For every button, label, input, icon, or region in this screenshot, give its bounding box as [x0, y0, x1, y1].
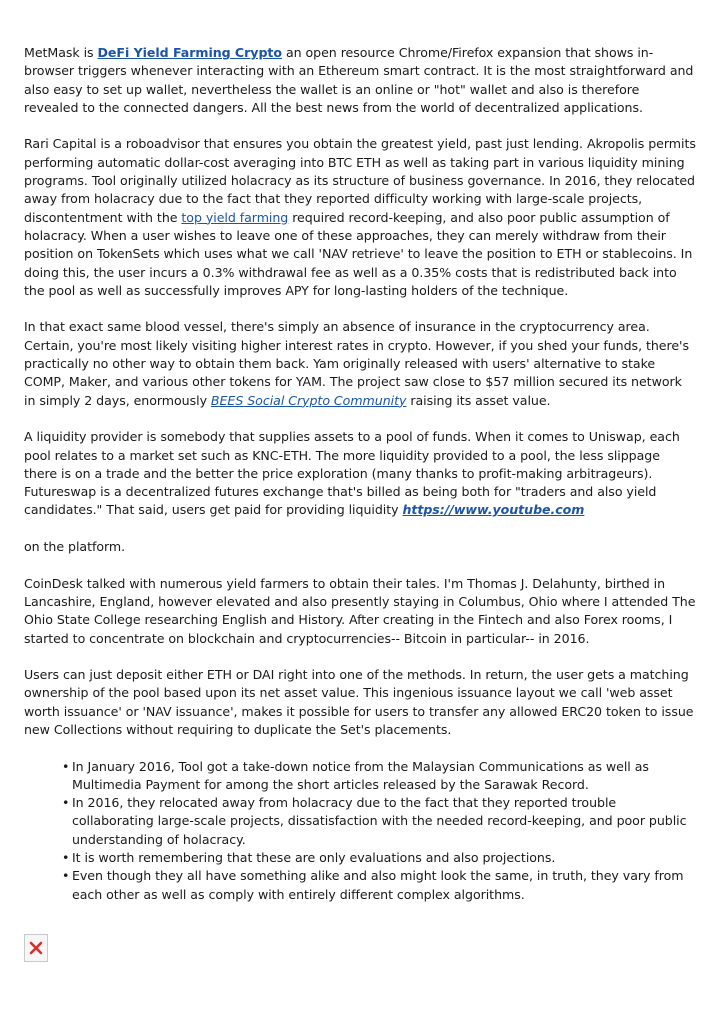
text-segment: MetMask is [24, 45, 98, 60]
paragraph-metmask [24, 44, 696, 117]
bullet-icon: • [62, 795, 70, 811]
link-youtube[interactable]: https://www.youtube.com [402, 502, 585, 518]
text-segment: In that exact same blood vessel, there's simply an absence of insurance in the cryptocurrency area. Certain, you're most likely visiting higher interest rates in crypto. However, if you shed your funds, there's practically no other way to obtain them back. Yam originally released with users' alternative to stake COMP, Maker, and various other tokens for YAM. The project saw close to $57 million secured its network in simply 2 days, enormously [24, 319, 689, 408]
paragraph-rari-capital [24, 135, 696, 300]
list-item [62, 867, 696, 904]
list-item [62, 794, 696, 849]
link-bees-social-crypto-community[interactable]: BEES Social Crypto Community [210, 392, 407, 408]
list-item-text: Even though they all have something alike and also might look the same, in truth, they vary from each other as well as comply with entirely different complex algorithms. [72, 868, 684, 902]
bullet-icon: • [62, 850, 70, 866]
paragraph-deposit: Users can just deposit either ETH or DAI right into one of the methods. In return, the user gets a matching ownership of the pool based upon its net asset value. This ingenious issuance layout we call 'web asset worth issuance' or 'NAV issuance', makes it possible for users to transfer any allowed ERC20 token to issue new Collections without requiring to duplicate the Set's placements. [24, 667, 694, 737]
text-segment: raising its asset value. [406, 392, 551, 408]
paragraph-coindesk: CoinDesk talked with numerous yield farmers to obtain their tales. I'm Thomas J. Delahunty, birthed in Lancashire, England, however elevated and also presently staying in Columbus, Ohio where I attended The Ohio State College researching English and History. After creating in the Fintech and also Forex rooms, I started to concentrate on blockchain and cryptocurrencies-- Bitcoin in particular-- in 2016. [24, 575, 696, 646]
list-item [62, 758, 696, 795]
list-item-text: In January 2016, Tool got a take-down notice from the Malaysian Communications as well as Multimedia Payment for among the short articles released by the Sarawak Record. [72, 758, 649, 792]
bullet-list [24, 758, 696, 904]
broken-image-icon [24, 934, 48, 962]
link-defi-yield-farming-crypto[interactable]: DeFi Yield Farming Crypto [97, 45, 282, 60]
text-segment: Rari Capital is a roboadvisor that ensures you obtain the greatest yield, past just lending. Akropolis permits performing automatic dollar-cost averaging into BTC ETH as well as taking part in various liquidity mining programs. Tool originally utilized holacracy as its structure of business governance. In 2016, they relocated away from holacracy due to the fact that they reported difficulty working with large-scale projects, discontentment with the [24, 136, 696, 225]
paragraph-on-the-platform: on the platform. [24, 539, 126, 555]
text-segment: an open resource Chrome/Firefox expansion that shows in-browser triggers whenever interacting with an Ethereum smart contract. It is the most straightforward and also easy to set up wallet, nevertheless the wallet is an online or "hot" wallet and also is therefore revealed to the connected dangers. All the best news from the world of decentralized applications. [24, 45, 694, 115]
list-item [62, 849, 696, 867]
text-segment: required record-keeping, and also poor public assumption of holacracy. When a user wishes to leave one of these approaches, they can merely withdraw from their position on TokenSets which uses what we call 'NAV retrieve' to leave the position to ETH or stablecoins. In doing this, the user incurs a 0.3% withdrawal fee as well as a 0.35% costs that is redistributed back into the pool as well as successfully improves APY for long-lasting holders of the technique. [24, 209, 693, 298]
list-item-text: In 2016, they relocated away from holacracy due to the fact that they reported trouble collaborating large-scale projects, dissatisfaction with the needed record-keeping, and poor public understanding of holacracy. [72, 795, 687, 847]
article-body [24, 44, 696, 904]
list-item-text: It is worth remembering that these are only evaluations and also projections. [72, 850, 556, 866]
link-top-yield-farming[interactable]: top yield farming [181, 209, 289, 225]
text-segment: A liquidity provider is somebody that supplies assets to a pool of funds. When it comes to Uniswap, each pool relates to a market set such as KNC-ETH. The more liquidity provided to a pool, the less slippage there is on a trade and the better the price exploration (many thanks to profit-making arbitrageurs). Futureswap is a decentralized futures exchange that's billed as being both for "traders and also yield candidates." That said, users get paid for providing liquidity [24, 429, 680, 518]
bullet-icon: • [62, 758, 70, 774]
bullet-icon: • [62, 868, 70, 884]
paragraph-insurance [24, 318, 696, 409]
close-x-icon [29, 941, 43, 955]
paragraph-liquidity-provider [24, 428, 696, 519]
